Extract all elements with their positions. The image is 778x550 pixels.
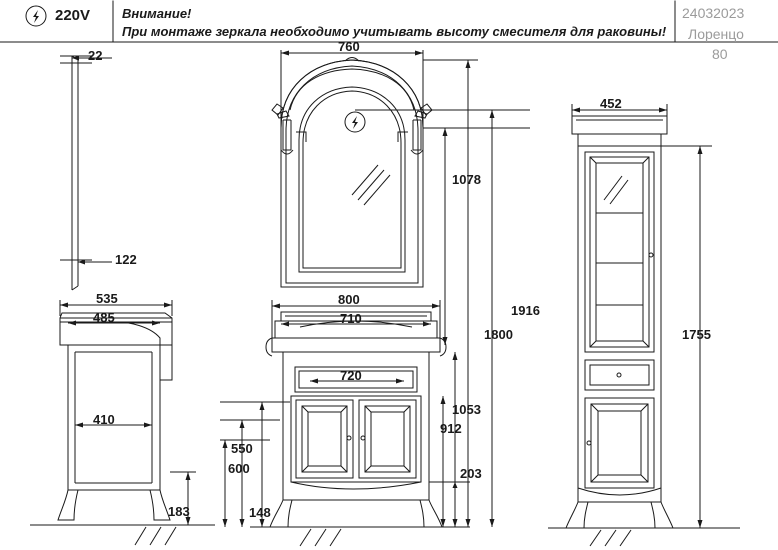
dim-height-550: 550 <box>231 441 253 456</box>
dim-side-depth-inner: 485 <box>93 310 115 325</box>
dim-drawer-width: 720 <box>340 368 362 383</box>
dim-column-width: 452 <box>600 96 622 111</box>
dim-height-1053: 1053 <box>452 402 481 417</box>
model-size: 80 <box>712 46 728 62</box>
dim-side-leg-height: 183 <box>168 504 190 519</box>
dim-height-203: 203 <box>460 466 482 481</box>
dim-side-top: 22 <box>88 48 103 63</box>
dim-height-912: 912 <box>440 421 462 436</box>
voltage-label: 220V <box>55 7 91 24</box>
product-code: 24032023 <box>682 5 745 21</box>
dim-height-600: 600 <box>228 461 250 476</box>
dim-column-height: 1755 <box>682 327 711 342</box>
dim-side-mid: 122 <box>115 252 137 267</box>
dim-side-leg: 410 <box>93 412 115 427</box>
warning-text: При монтаже зеркала необходимо учитывать высоту смесителя для раковины! <box>122 24 667 39</box>
dim-total-1800: 1800 <box>484 327 513 342</box>
dim-cabinet-width: 800 <box>338 292 360 307</box>
dim-mirror-width: 760 <box>338 39 360 54</box>
model-name: Лоренцо <box>688 26 744 42</box>
dim-total-1916: 1916 <box>511 303 540 318</box>
dim-height-148: 148 <box>249 505 271 520</box>
dim-side-depth-outer: 535 <box>96 291 118 306</box>
warning-title: Внимание! <box>122 6 192 21</box>
dim-cabinet-inner-width: 710 <box>340 311 362 326</box>
dim-mirror-height: 1078 <box>452 172 481 187</box>
